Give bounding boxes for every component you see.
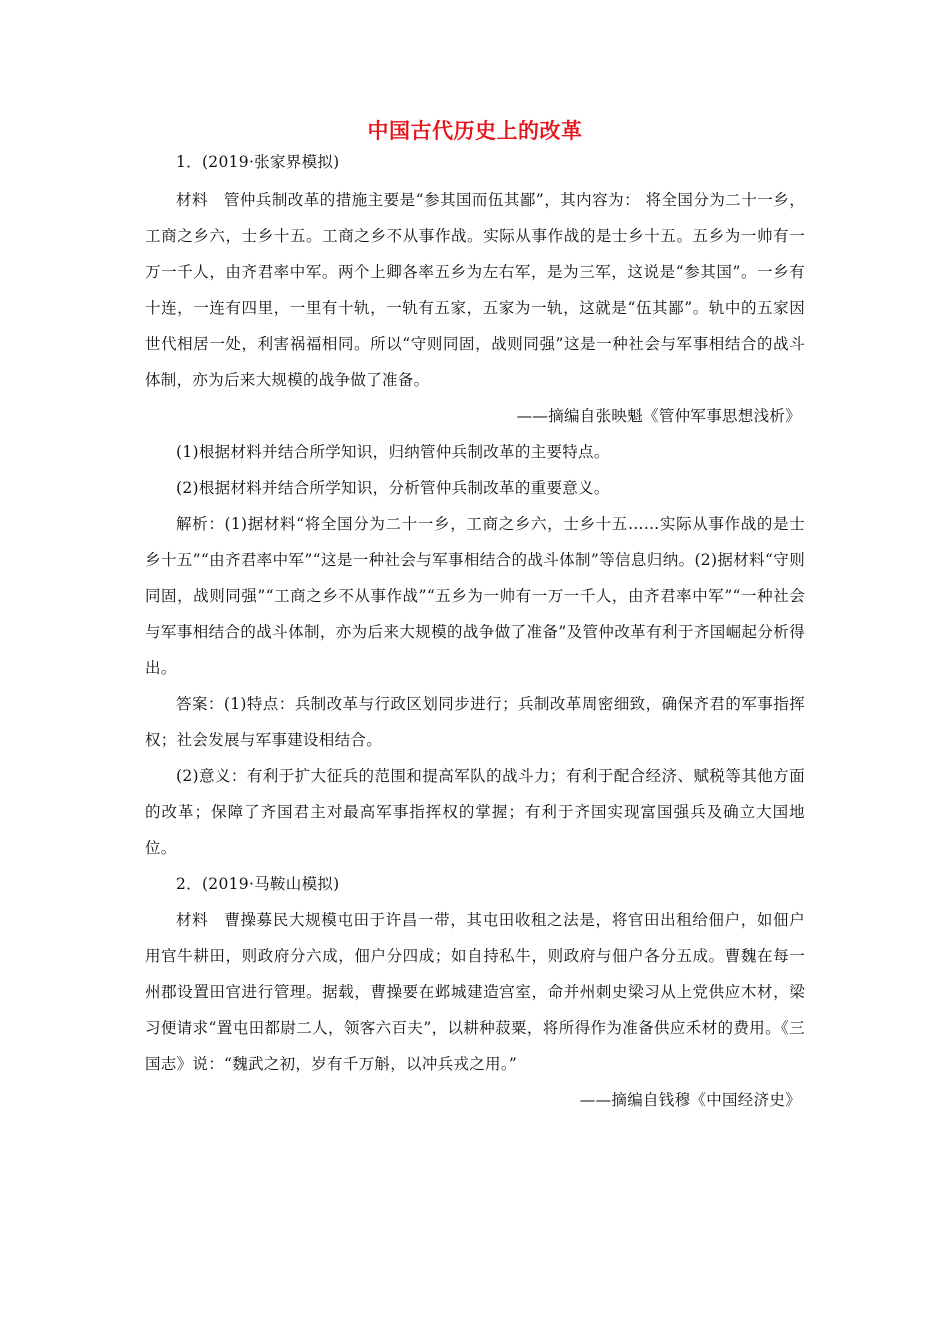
question-2-material: 材料 曹操募民大规模屯田于许昌一带，其屯田收租之法是，将官田出租给佃户，如佃户用官牛耕田，则政府分六成，佃户分四成；如自持私牛，则政府与佃户各分五成。曹魏在每一州郡设置田官进行管理。据载，曹操要在邺城建造宫室，命并州刺史梁习从上党供应木材，梁习便请求“置屯田都尉二人，领客六百夫”，以耕种菽粟，将所得作为准备供应禾材的费用。《三国志》说：“魏武之初，岁有千万斛，以冲兵戎之用。” [145,911,805,1073]
page-title: 中国古代历史上的改革 [367,118,583,143]
question-1-answer-2: (2)意义：有利于扩大征兵的范围和提高军队的战斗力；有利于配合经济、赋税等其他方面的改革；保障了齐国君主对最高军事指挥权的掌握；有利于齐国实现富国强兵及确立大国地位。 [145,767,805,857]
document-page [145,118,805,1118]
question-1-sub-2: (2)根据材料并结合所学知识，分析管仲兵制改革的重要意义。 [176,479,610,497]
question-1-analysis: 解析：(1)据材料“将全国分为二十一乡，工商之乡六，士乡十五……实际从事作战的是士乡十五”“由齐君率中军”“这是一种社会与军事相结合的战斗体制”等信息归纳。(2)据材料“守则同固，战则同强”“工商之乡不从事作战”“五乡为一帅有一万一千人，由齐君率中军”“一种社会与军事相结合的战斗体制，亦为后来大规模的战争做了准备”及管仲改革有利于齐国崛起分析得出。 [145,515,805,677]
question-1-material: 材料 管仲兵制改革的措施主要是“参其国而伍其鄙”，其内容为： 将全国分为二十一乡，工商之乡六，士乡十五。工商之乡不从事作战。实际从事作战的是士乡十五。五乡为一帅有一万一千人，由齐君率中军。两个上卿各率五乡为左右军，是为三军，这说是“参其国”。一乡有十连，一连有四里，一里有十轨，一轨有五家，五家为一轨，这就是“伍其鄙”。轨中的五家因世代相居一处，利害祸福相同。所以“守则同固，战则同强”这是一种社会与军事相结合的战斗体制，亦为后来大规模的战争做了准备。 [145,191,805,389]
question-2-header: 2．(2019·马鞍山模拟) [176,875,340,893]
question-2-source: ——摘编自钱穆《中国经济史》 [579,1091,801,1109]
question-1-source: ——摘编自张映魁《管仲军事思想浅析》 [516,407,801,425]
question-1-sub-1: (1)根据材料并结合所学知识，归纳管仲兵制改革的主要特点。 [176,443,610,461]
question-1-header: 1．(2019·张家界模拟) [176,153,340,171]
question-1-answer-1: 答案：(1)特点：兵制改革与行政区划同步进行；兵制改革周密细致，确保齐君的军事指挥权；社会发展与军事建设相结合。 [145,695,805,749]
